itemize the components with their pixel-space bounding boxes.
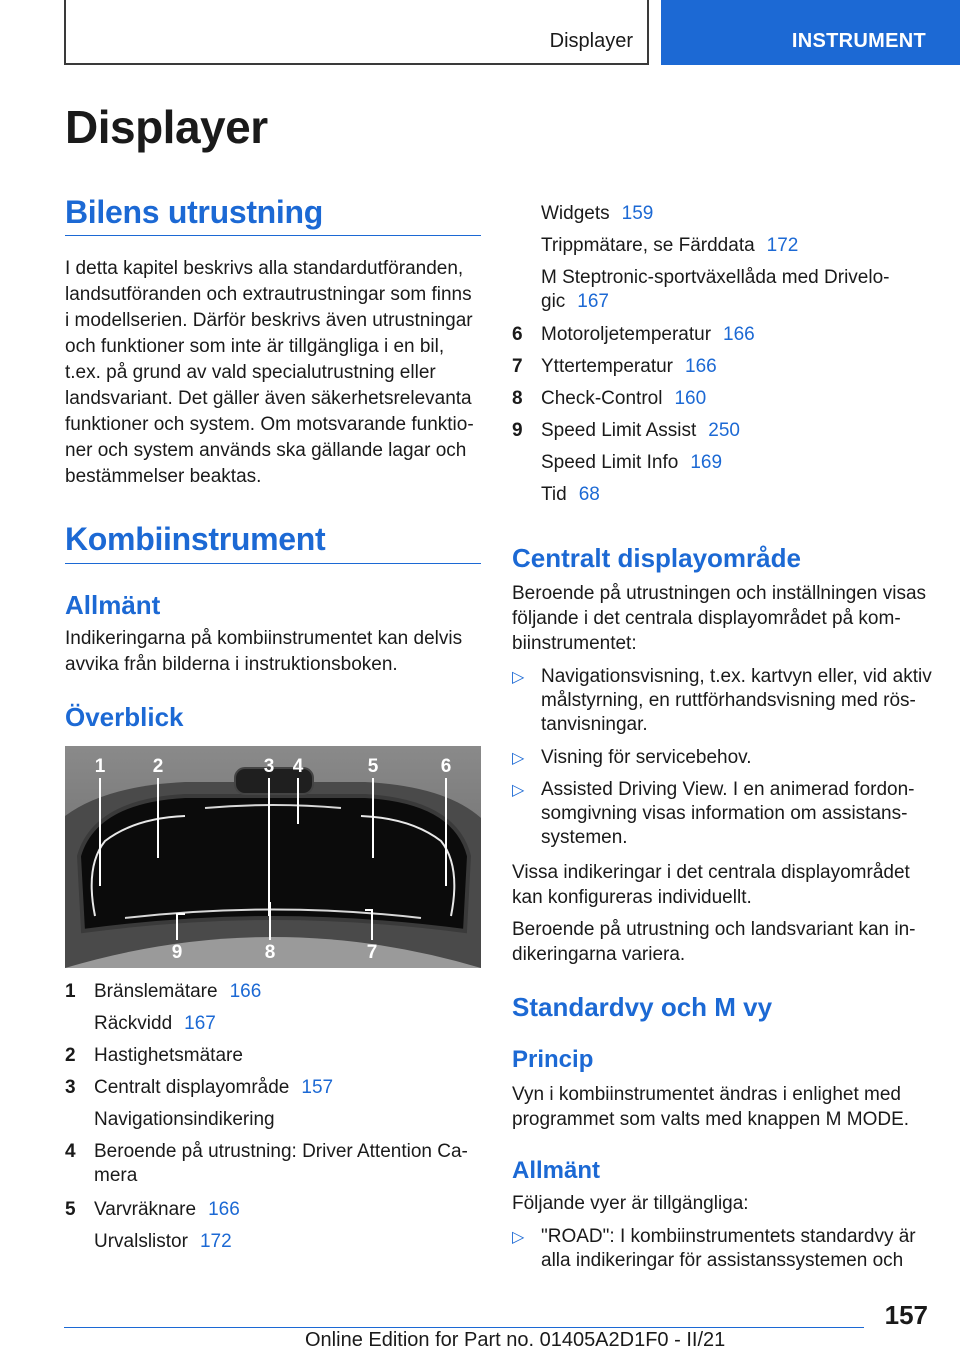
page-title: Displayer — [65, 101, 268, 153]
page-number: 157 — [884, 1300, 928, 1330]
page-ref-link[interactable]: 167 — [184, 1013, 216, 1034]
heading-overblick: Överblick — [65, 702, 184, 732]
heading-centralt-displayomrade: Centralt displayområde — [512, 543, 801, 573]
instrument-cluster-figure — [65, 746, 481, 968]
callout-2: 2 — [152, 756, 164, 777]
heading-kombiinstrument: Kombiinstrument — [65, 521, 326, 557]
allmant2-paragraph: Följande vyer är tillgängliga: — [512, 1193, 749, 1214]
callout-5: 5 — [367, 756, 379, 777]
callout-3: 3 — [263, 756, 275, 777]
bullet-triangle-icon: ▷ — [512, 669, 525, 686]
page-ref-link[interactable]: 166 — [208, 1199, 240, 1220]
heading-standardvy: Standardvy och M vy — [512, 992, 773, 1022]
header-frame — [64, 0, 649, 65]
header-section-title: Displayer — [549, 30, 633, 52]
page-ref-link[interactable]: 68 — [578, 484, 600, 505]
heading-princip: Princip — [512, 1046, 594, 1073]
heading-bilens-utrustning: Bilens utrustning — [65, 194, 324, 230]
princip-paragraph: Vyn i kombiinstrumentet ändras i enlighet med programmet som valts med knappen M MODE. — [512, 1084, 910, 1130]
callout-6: 6 — [440, 756, 452, 777]
central-paragraph: Beroende på utrustningen och inställningen visas följande i det centrala displayområdet på kom- biinstrumentet: — [512, 583, 927, 654]
bullet-triangle-icon: ▷ — [512, 1229, 525, 1246]
beroende-paragraph: Beroende på utrustning och landsvariant kan in- dikeringarna variera. — [512, 919, 916, 965]
bullet-triangle-icon: ▷ — [512, 782, 525, 799]
page-ref-link[interactable]: 166 — [685, 356, 717, 377]
page-ref-link[interactable]: 167 — [577, 291, 609, 312]
page-ref-link[interactable]: 172 — [766, 235, 799, 256]
page-ref-link[interactable]: 166 — [723, 324, 755, 345]
allmant-paragraph: Indikeringarna på kombiinstrumentet kan delvis avvika från bilderna i instruktionsboken. — [65, 628, 463, 675]
page-ref-link[interactable]: 169 — [690, 452, 723, 473]
instrument-cluster-illustration — [65, 746, 481, 968]
page-ref-link[interactable]: 160 — [674, 388, 707, 409]
page-ref-link[interactable]: 159 — [621, 203, 654, 224]
footer-rule — [64, 1327, 864, 1328]
callout-9: 9 — [171, 942, 183, 963]
page-ref-link[interactable]: 166 — [229, 981, 262, 1002]
bullet-triangle-icon: ▷ — [512, 750, 525, 767]
page-ref-link[interactable]: 172 — [199, 1231, 232, 1252]
footer-edition: Online Edition for Part no. 01405A2D1F0 - II/21 — [305, 1329, 726, 1351]
callout-8: 8 — [264, 942, 276, 963]
vissa-paragraph: Vissa indikeringar i det centrala displayområdet kan konfigureras individuellt. — [512, 862, 910, 908]
header-chapter-label: INSTRUMENT — [791, 30, 926, 52]
page-ref-link[interactable]: 157 — [301, 1077, 334, 1098]
heading-allmant-2: Allmänt — [512, 1157, 601, 1184]
callout-1: 1 — [94, 756, 106, 777]
page-ref-link[interactable]: 250 — [708, 420, 740, 441]
heading-allmant: Allmänt — [65, 590, 161, 620]
intro-paragraph: I detta kapitel beskrivs alla standardutföranden, landsutföranden och extrautrustningar som finns i modellserien. Därför beskrivs även utrustningar och funktioner som inte är tillgängliga i en bil, t.ex. på grund av vald specialutrustning eller landsvariant. Det gäller även säkerhetsrelevanta funktioner och system. Om motsvarande funktio- ner och system används ska gällande lagar och bestämmelser beaktas. — [65, 258, 474, 487]
heading-rule — [65, 235, 481, 236]
callout-4: 4 — [292, 756, 304, 777]
callout-7: 7 — [366, 942, 378, 963]
header-chapter-tab[interactable] — [661, 0, 960, 65]
heading-rule — [65, 563, 481, 564]
